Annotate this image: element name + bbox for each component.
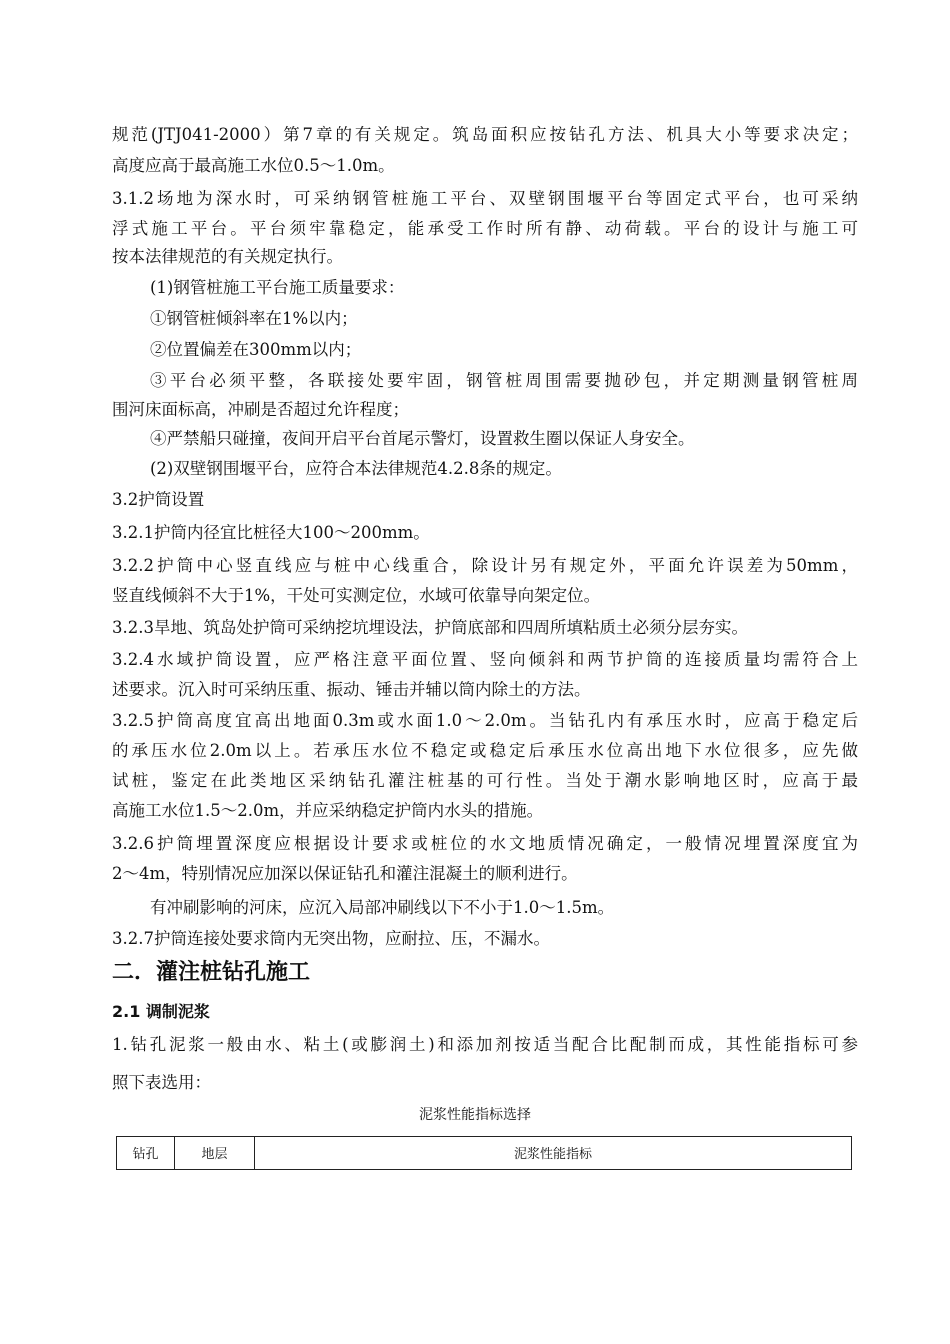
paragraph-line: (2)双壁钢围堰平台，应符合本法律规范4.2.8条的规定。 <box>150 459 562 478</box>
table-caption: 泥浆性能指标选择 <box>419 1107 531 1123</box>
paragraph-line: ①钢管桩倾斜率在1%以内； <box>150 309 358 328</box>
paragraph-line: ③平台必须平整，各联接处要牢固，钢管桩周围需要抛砂包，并定期测量钢管桩周 <box>150 371 858 390</box>
paragraph-line: 3.1.2场地为深水时，可采纳钢管桩施工平台、双壁钢围堰平台等固定式平台，也可采纳 <box>112 189 858 208</box>
paragraph-line: 高施工水位1.5～2.0m，并应采纳稳定护筒内水头的措施。 <box>112 801 544 820</box>
paragraph-line: ②位置偏差在300mm以内； <box>150 340 362 359</box>
paragraph-line: 3.2.2护筒中心竖直线应与桩中心线重合，除设计另有规定外，平面允许误差为50mm， <box>112 556 858 575</box>
paragraph-line: (1)钢管桩施工平台施工质量要求： <box>150 278 405 297</box>
section-heading: 二．灌注桩钻孔施工 <box>112 960 311 985</box>
table-header-cell: 地层 <box>175 1137 255 1169</box>
paragraph-line: 3.2.5护筒高度宜高出地面0.3m或水面1.0～2.0m。当钻孔内有承压水时，应高于稳定后 <box>112 711 858 730</box>
paragraph-line: 3.2.1护筒内径宜比桩径大100～200mm。 <box>112 523 430 542</box>
paragraph-line: 有冲刷影响的河床，应沉入局部冲刷线以下不小于1.0～1.5m。 <box>150 898 615 917</box>
paragraph-line: 3.2.3旱地、筑岛处护筒可采纳挖坑埋设法，护筒底部和四周所填粘质土必须分层夯实。 <box>112 618 748 637</box>
mud-properties-table <box>116 1136 852 1170</box>
paragraph-line: 竖直线倾斜不大于1%，干处可实测定位，水域可依靠导向架定位。 <box>112 586 601 605</box>
paragraph-line: 按本法律规范的有关规定执行。 <box>112 247 343 266</box>
paragraph-line: 3.2.7护筒连接处要求筒内无突出物，应耐拉、压，不漏水。 <box>112 929 550 948</box>
paragraph-line: 照下表选用： <box>112 1073 211 1092</box>
paragraph-line: 高度应高于最高施工水位0.5～1.0m。 <box>112 156 395 175</box>
paragraph-line: 的承压水位2.0m以上。若承压水位不稳定或稳定后承压水位高出地下水位很多，应先做 <box>112 741 858 760</box>
paragraph-line: 3.2.6护筒埋置深度应根据设计要求或桩位的水文地质情况确定，一般情况埋置深度宜为 <box>112 834 858 853</box>
paragraph-line: 述要求。沉入时可采纳压重、振动、锤击并辅以筒内除土的方法。 <box>112 680 591 699</box>
paragraph-line: 2～4m，特别情况应加深以保证钻孔和灌注混凝土的顺利进行。 <box>112 864 578 883</box>
paragraph-line: 试桩，鉴定在此类地区采纳钻孔灌注桩基的可行性。当处于潮水影响地区时，应高于最 <box>112 771 858 790</box>
subsection-heading: 2.1 调制泥浆 <box>112 1002 210 1021</box>
paragraph-line: 1.钻孔泥浆一般由水、粘土(或膨润土)和添加剂按适当配合比配制而成，其性能指标可参 <box>112 1035 858 1054</box>
paragraph-line: 3.2护筒设置 <box>112 490 205 509</box>
paragraph-line: 围河床面标高，冲刷是否超过允许程度； <box>112 400 409 419</box>
paragraph-line: 浮式施工平台。平台须牢靠稳定，能承受工作时所有静、动荷载。平台的设计与施工可 <box>112 219 858 238</box>
paragraph-line: 3.2.4水域护筒设置，应严格注意平面位置、竖向倾斜和两节护筒的连接质量均需符合上 <box>112 650 858 669</box>
table-header-cell: 钻孔 <box>117 1137 175 1169</box>
table-header-cell: 泥浆性能指标 <box>513 1147 592 1162</box>
paragraph-line: 规范(JTJ041-2000）第7章的有关规定。筑岛面积应按钻孔方法、机具大小等要求决定； <box>112 125 858 144</box>
paragraph-line: ④严禁船只碰撞，夜间开启平台首尾示警灯，设置救生圈以保证人身安全。 <box>150 429 695 448</box>
